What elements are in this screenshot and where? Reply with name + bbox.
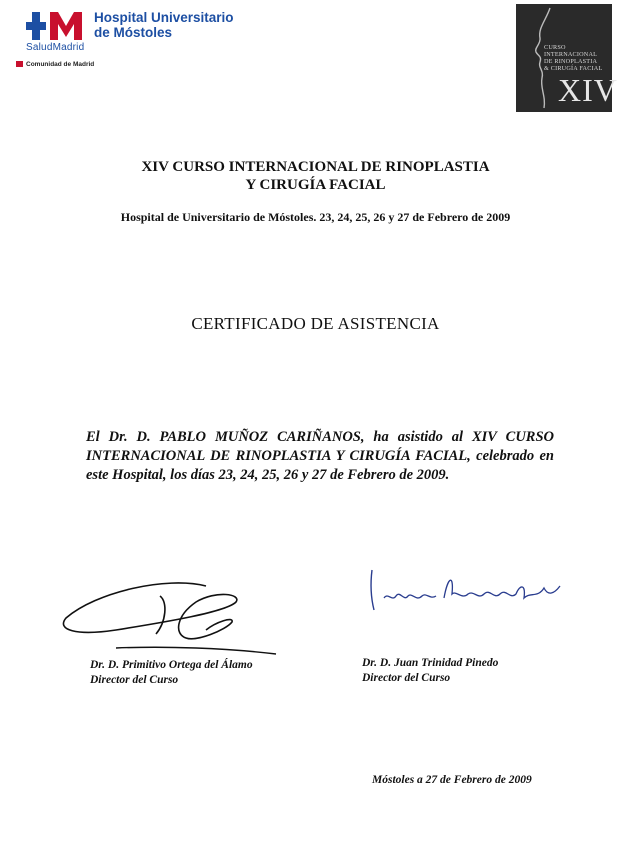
left-signatory-name: Dr. D. Primitivo Ortega del Álamo: [90, 659, 253, 671]
left-signature-icon: [56, 572, 296, 662]
right-signatory-name: Dr. D. Juan Trinidad Pinedo: [362, 657, 499, 669]
salud-madrid-label: SaludMadrid: [26, 42, 85, 53]
right-signatory: [362, 656, 498, 686]
left-signatory: [90, 658, 253, 688]
certificate-title: CERTIFICADO DE ASISTENCIA: [191, 314, 440, 333]
badge-line-3: DE RINOPLASTIA: [544, 58, 598, 65]
course-title-line-1: XIV CURSO INTERNACIONAL DE RINOPLASTIA: [141, 159, 490, 175]
certificate-body: El Dr. D. PABLO MUÑOZ CARIÑANOS, ha asistido al XIV CURSO INTERNACIONAL DE RINOPLASTIA Y CIRUGÍA FACIAL, celebrado en este Hospital, los días 23, 24, 25, 26 y 27 de Febrero de 2009.: [86, 429, 554, 483]
venue-dates: Hospital de Universitario de Móstoles. 23, 24, 25, 26 y 27 de Febrero de 2009: [120, 210, 511, 224]
place-and-date: Móstoles a 27 de Febrero de 2009: [372, 774, 532, 786]
madrid-flag-icon: [16, 61, 23, 67]
right-signature-icon: [366, 566, 566, 616]
hospital-name: Hospital Universitario de Móstoles: [94, 10, 234, 40]
left-signatory-role: Director del Curso: [90, 674, 179, 686]
right-signatory-role: Director del Curso: [362, 672, 451, 684]
badge-line-2: INTERNACIONAL: [544, 51, 598, 58]
badge-line-1: CURSO: [544, 44, 566, 51]
course-badge: [516, 4, 618, 112]
hospital-logo: [16, 6, 256, 76]
madrid-cross-logo-icon: [26, 10, 90, 42]
comunidad-madrid-label: Comunidad de Madrid: [16, 61, 94, 68]
badge-line-4: & CIRUGÍA FACIAL: [544, 65, 603, 72]
badge-numeral: XIV: [558, 72, 618, 108]
course-title-line-2: Y CIRUGÍA FACIAL: [245, 177, 386, 193]
